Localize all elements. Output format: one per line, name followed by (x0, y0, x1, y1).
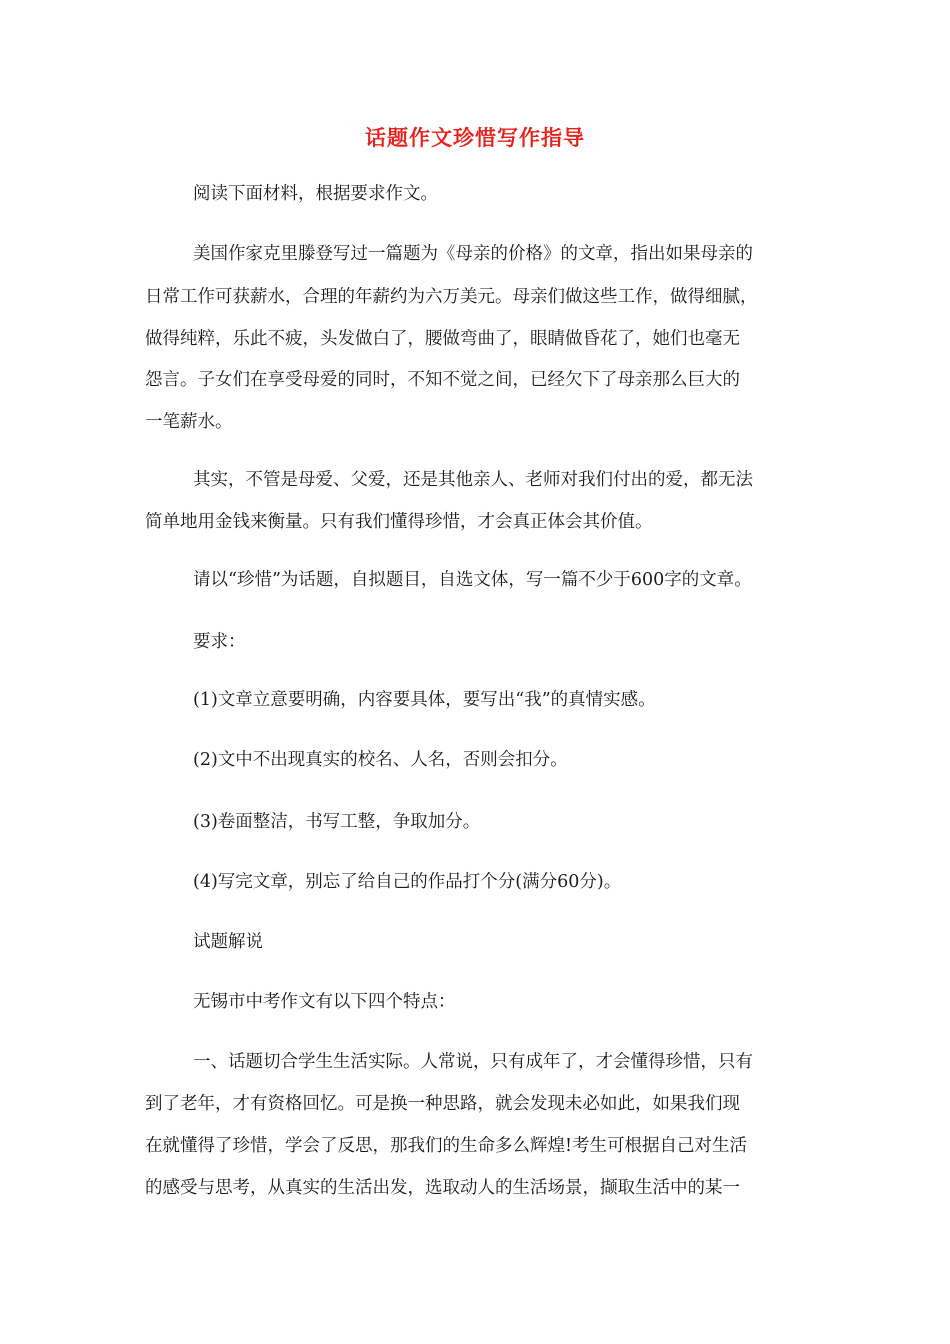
paragraph-line: 一笔薪水。 (145, 412, 233, 432)
paragraph-line: 日常工作可获薪水，合理的年薪约为六万美元。母亲们做这些工作，做得细腻， (145, 287, 758, 307)
paragraph-line: 做得纯粹，乐此不疲，头发做白了，腰做弯曲了，眼睛做昏花了，她们也毫无 (145, 329, 740, 349)
paragraph-line: 在就懂得了珍惜，学会了反思，那我们的生命多么辉煌!考生可根据自己对生活 (145, 1136, 748, 1156)
document-title: 话题作文珍惜写作指导 (365, 125, 585, 150)
paragraph-line: 怨言。子女们在享受母爱的同时，不知不觉之间，已经欠下了母亲那么巨大的 (145, 370, 740, 390)
paragraph-line: 美国作家克里滕登写过一篇题为《母亲的价格》的文章，指出如果母亲的 (193, 244, 753, 264)
paragraph-line: (2)文中不出现真实的校名、人名，否则会扣分。 (193, 750, 568, 770)
paragraph-line: 一、话题切合学生生活实际。人常说，只有成年了，才会懂得珍惜，只有 (193, 1052, 753, 1072)
paragraph-line: 阅读下面材料，根据要求作文。 (193, 184, 438, 204)
paragraph-line: 到了老年，才有资格回忆。可是换一种思路，就会发现未必如此，如果我们现 (145, 1094, 740, 1114)
section-heading: 试题解说 (193, 932, 263, 952)
paragraph-line: (3)卷面整洁，书写工整，争取加分。 (193, 812, 481, 832)
paragraph-line: 无锡市中考作文有以下四个特点： (193, 992, 456, 1012)
paragraph-line: 其实，不管是母爱、父爱，还是其他亲人、老师对我们付出的爱，都无法 (193, 470, 753, 490)
paragraph-line: (4)写完文章，别忘了给自己的作品打个分(满分60分)。 (193, 872, 622, 892)
paragraph-line: 简单地用金钱来衡量。只有我们懂得珍惜，才会真正体会其价值。 (145, 512, 653, 532)
paragraph-line: (1)文章立意要明确，内容要具体，要写出“我”的真情实感。 (193, 690, 656, 710)
paragraph-line: 要求： (193, 632, 246, 652)
paragraph-line: 的感受与思考，从真实的生活出发，选取动人的生活场景，撷取生活中的某一 (145, 1178, 740, 1198)
paragraph-line: 请以“珍惜”为话题，自拟题目，自选文体，写一篇不少于600字的文章。 (193, 570, 752, 590)
